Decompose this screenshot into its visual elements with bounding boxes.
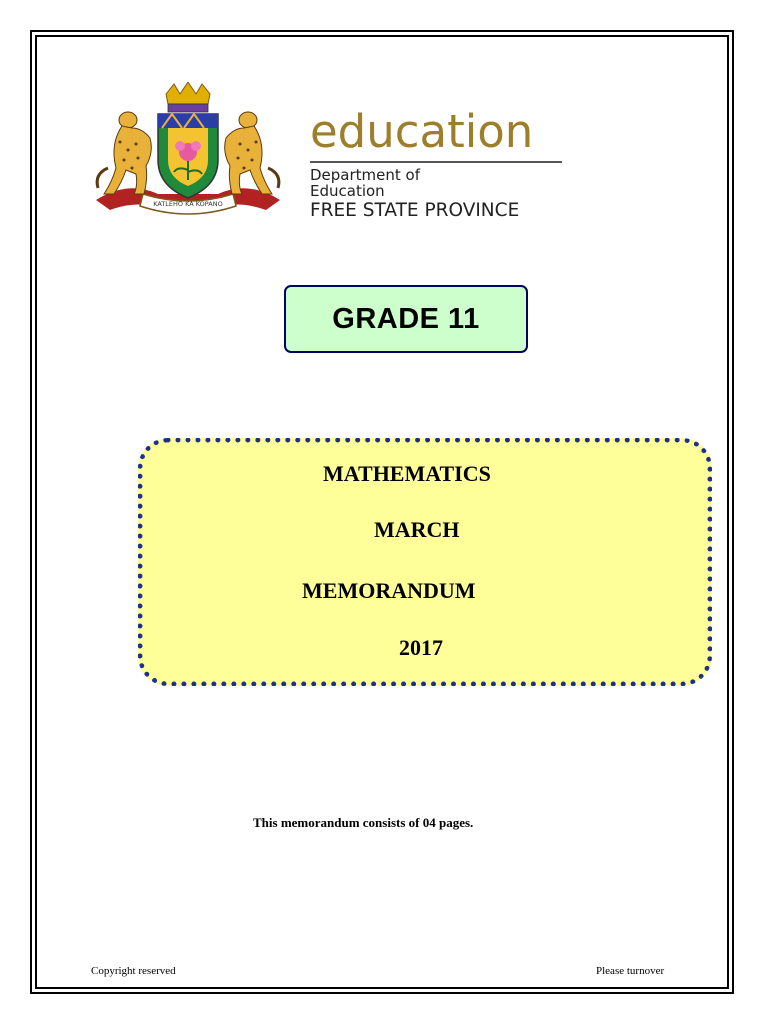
department-divider (310, 161, 562, 163)
subject-name: MATHEMATICS (323, 461, 491, 486)
crest-motto: KATLEHO KA KOPANO (153, 200, 223, 208)
subject-doc-type: MEMORANDUM (302, 578, 476, 603)
grade-label: GRADE 11 (332, 302, 480, 335)
coat-of-arms-icon (88, 82, 288, 232)
department-line-1: Department of (310, 166, 420, 184)
department-province: FREE STATE PROVINCE (310, 200, 520, 221)
page-count-note: This memorandum consists of 04 pages. (253, 815, 474, 830)
department-line-2: Education (310, 182, 385, 200)
footer-turnover: Please turnover (596, 965, 665, 977)
department-block (310, 105, 570, 222)
subject-box (138, 438, 712, 686)
footer-copyright: Copyright reserved (91, 965, 176, 977)
subject-year: 2017 (399, 635, 443, 660)
education-wordmark: education (310, 105, 534, 158)
grade-box (284, 285, 528, 353)
subject-month: MARCH (374, 517, 460, 542)
